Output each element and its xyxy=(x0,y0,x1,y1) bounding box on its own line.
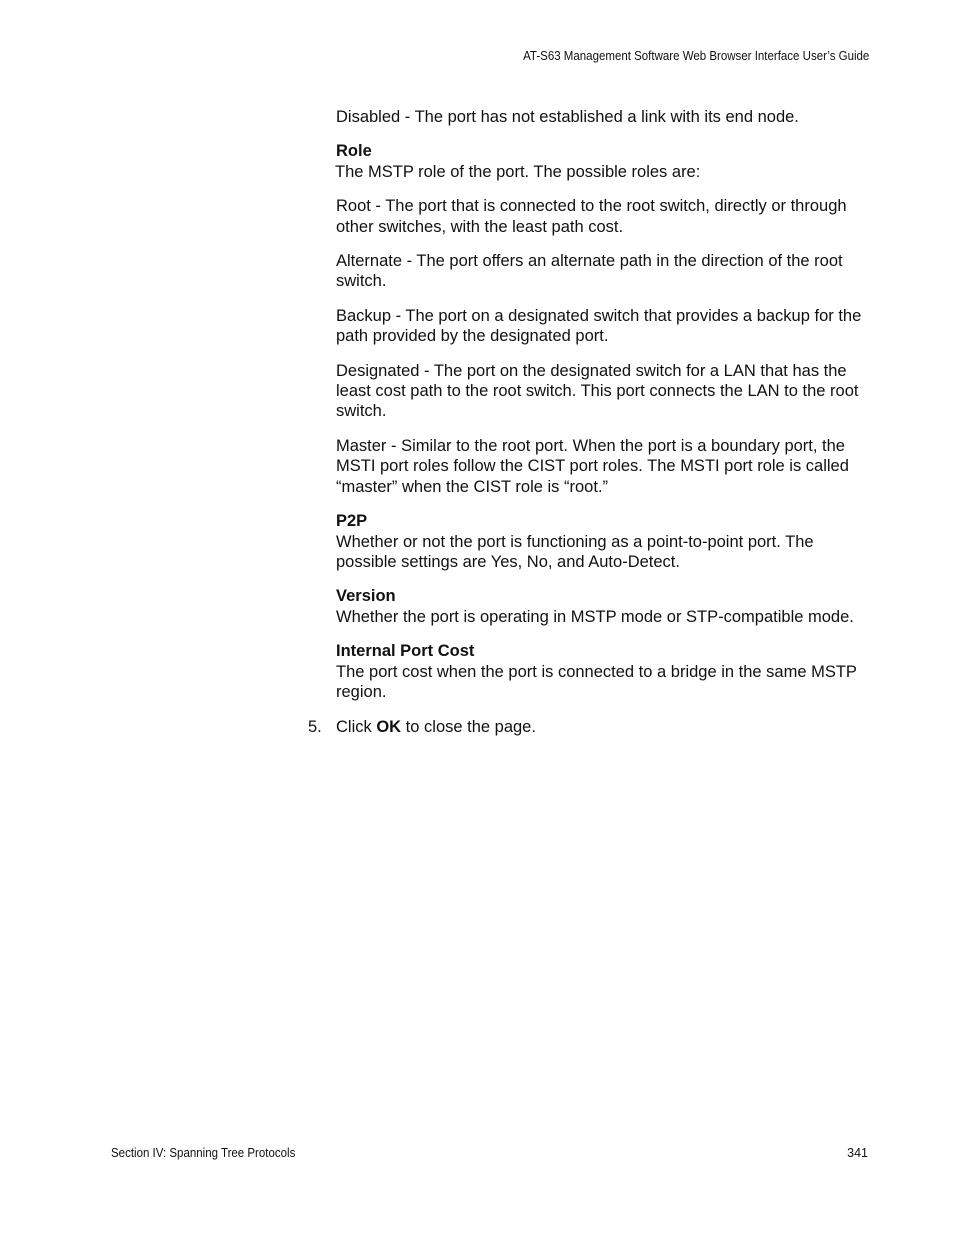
step-prefix: Click xyxy=(336,718,377,736)
role-root-item: Root - The port that is connected to the root switch, directly or through other switches, with the least path cost. xyxy=(336,197,847,236)
footer-page-number: 341 xyxy=(847,1146,868,1160)
main-content xyxy=(336,107,876,716)
ok-reference: OK xyxy=(376,718,402,736)
version-description: Whether the port is operating in MSTP mode or STP-compatible mode. xyxy=(336,607,854,626)
role-designated-item: Designated - The port on the designated switch for a LAN that has the least cost path to the root switch. This port connects the LAN to the root switch. xyxy=(336,361,859,421)
step-5 xyxy=(308,717,536,737)
role-backup-item: Backup - The port on a designated switch that provides a backup for the path provided by the designated port. xyxy=(336,306,862,346)
role-term: Role xyxy=(336,142,372,161)
p2p-description: Whether or not the port is functioning as a point-to-point port. The possible settings are Yes, No, and Auto-Detect. xyxy=(336,532,814,571)
footer-section: Section IV: Spanning Tree Protocols xyxy=(111,1146,296,1160)
p2p-term: P2P xyxy=(336,512,368,531)
role-master-item: Master - Similar to the root port. When the port is a boundary port, the MSTI port roles follow the CIST port roles. The MSTI port role is called “master” when the CIST role is “root.” xyxy=(336,436,849,496)
role-alternate-item: Alternate - The port offers an alternate path in the direction of the root switch. xyxy=(336,252,843,291)
role-description: The MSTP role of the port. The possible roles are: xyxy=(335,162,701,181)
internal-port-cost-description: The port cost when the port is connected to a bridge in the same MSTP region. xyxy=(336,662,857,701)
internal-port-cost-term: Internal Port Cost xyxy=(336,642,475,661)
step-number: 5. xyxy=(308,718,322,736)
step-suffix: to close the page. xyxy=(401,718,536,736)
step-text xyxy=(336,718,536,736)
version-term: Version xyxy=(336,587,396,606)
disabled-description: Disabled - The port has not established a link with its end node. xyxy=(336,108,799,126)
page-header: AT-S63 Management Software Web Browser Interface User’s Guide xyxy=(522,49,869,63)
